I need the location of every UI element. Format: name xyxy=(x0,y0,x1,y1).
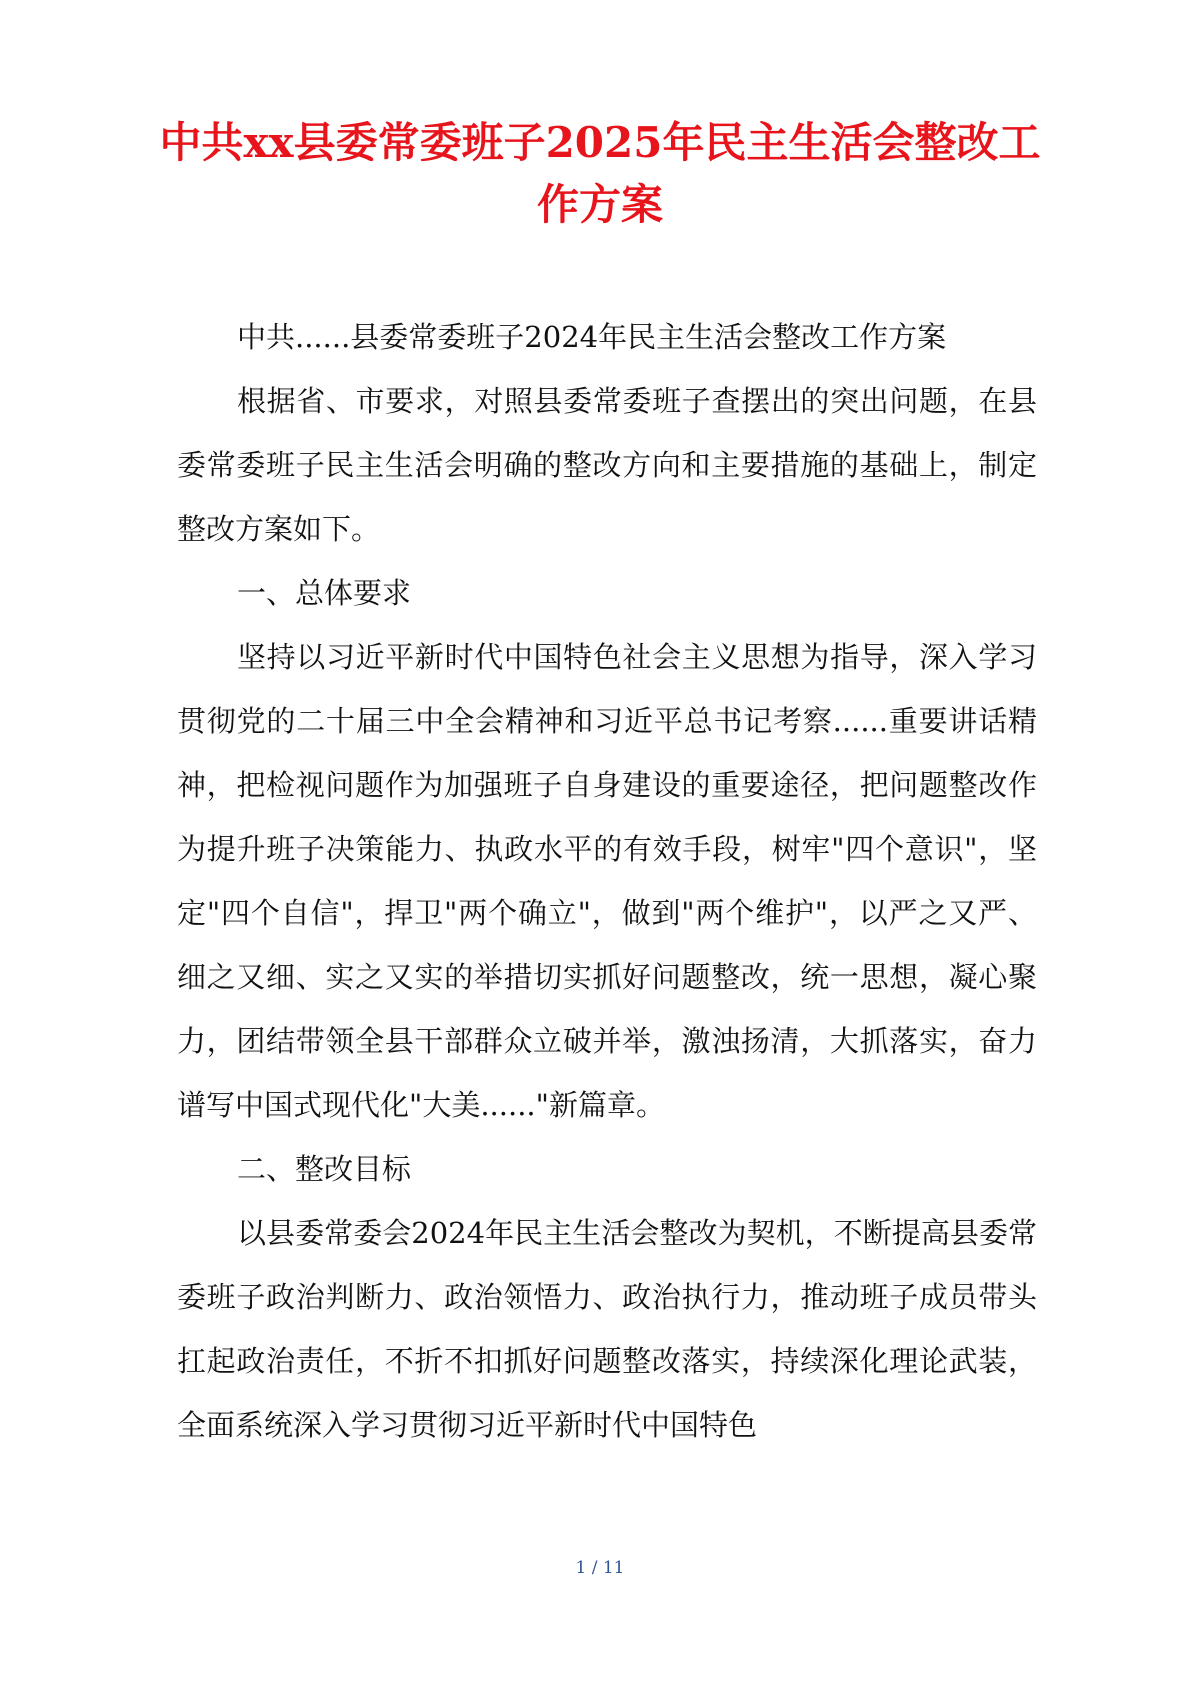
section-heading-general-requirements: 一、总体要求 xyxy=(237,576,412,610)
paragraph-intro: 根据省、市要求，对照县委常委班子查摆出的突出问题，在县委常委班子民主生活会明确的整改方向和主要措施的基础上，制定整改方案如下。 xyxy=(177,384,1037,546)
paragraph-rectification-goals: 以县委常委会2024年民主生活会整改为契机，不断提高县委常委班子政治判断力、政治领悟力、政治执行力，推动班子成员带头扛起政治责任，不折不扣抓好问题整改落实，持续深化理论武装，全面系统深入学习贯彻习近平新时代中国特色 xyxy=(177,1216,1037,1442)
document-body xyxy=(177,305,1037,1457)
document-title: 中共xx县委常委班子2025年民主生活会整改工作方案 xyxy=(159,118,1041,229)
paragraph-general-requirements: 坚持以习近平新时代中国特色社会主义思想为指导，深入学习贯彻党的二十届三中全会精神和习近平总书记考察......重要讲话精神，把检视问题作为加强班子自身建设的重要途径，把问题整改作为提升班子决策能力、执政水平的有效手段，树牢"四个意识"，坚定"四个自信"，捍卫"两个确立"，做到"两个维护"，以严之又严、细之又细、实之又实的举措切实抓好问题整改，统一思想，凝心聚力，团结带领全县干部群众立破并举，激浊扬清，大抓落实，奋力谱写中国式现代化"大美......"新篇章。 xyxy=(177,640,1037,1122)
paragraph-subtitle: 中共......县委常委班子2024年民主生活会整改工作方案 xyxy=(237,320,947,354)
page-number: 1 / 11 xyxy=(575,1558,625,1578)
section-heading-rectification-goals: 二、整改目标 xyxy=(237,1152,412,1186)
